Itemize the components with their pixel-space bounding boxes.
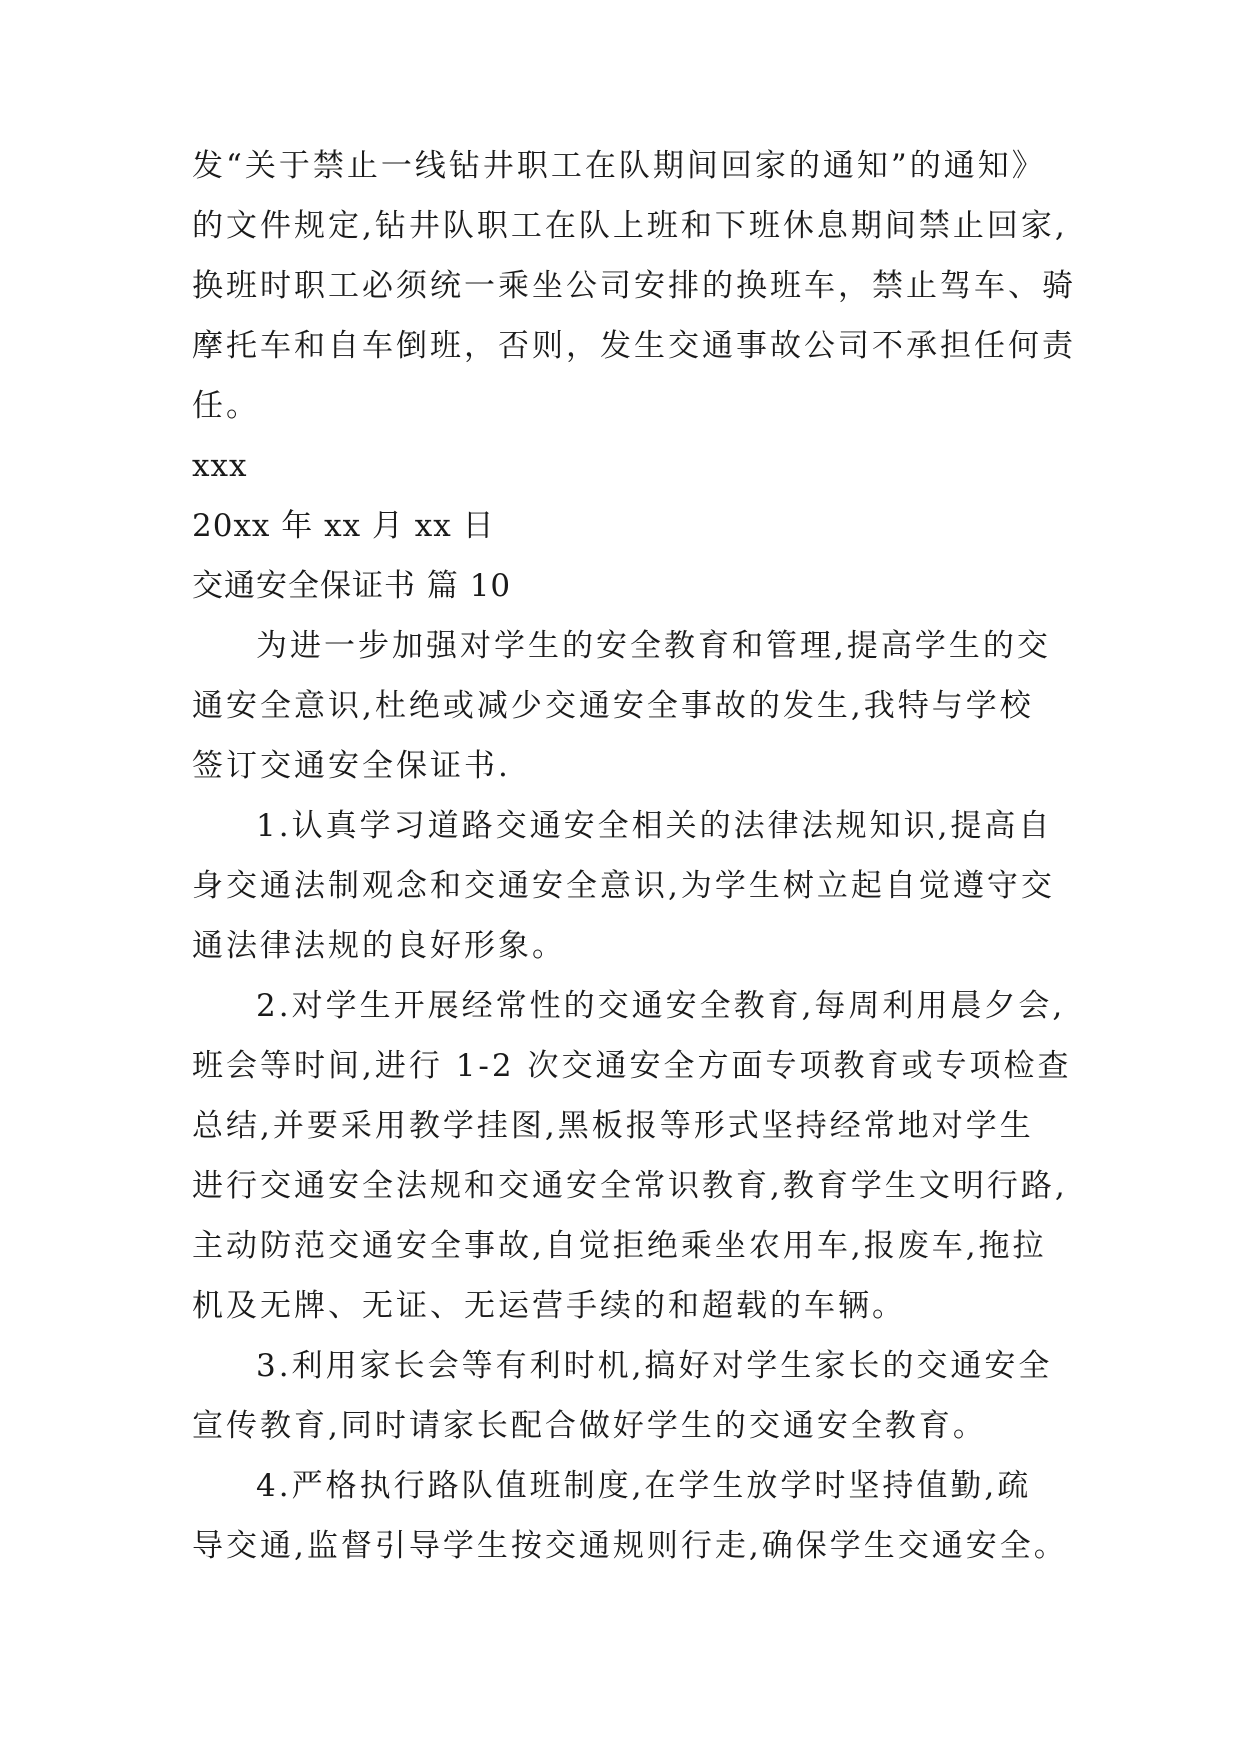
text-line: 发“关于禁止一线钻井职工在队期间回家的通知”的通知》 — [192, 148, 1046, 184]
paragraph-line: 为进一步加强对学生的安全教育和管理,提高学生的交 — [256, 628, 1051, 664]
signature-name: xxx — [192, 448, 248, 484]
text-line: 换班时职工必须统一乘坐公司安排的换班车，禁止驾车、骑 — [192, 268, 1076, 304]
paragraph-line: 进行交通安全法规和交通安全常识教育,教育学生文明行路, — [192, 1168, 1068, 1204]
text-line: 摩托车和自车倒班，否则，发生交通事故公司不承担任何责 — [192, 328, 1076, 364]
paragraph-line: 4.严格执行路队值班制度,在学生放学时坚持值勤,疏 — [256, 1468, 1032, 1504]
paragraph-line: 导交通,监督引导学生按交通规则行走,确保学生交通安全。 — [192, 1528, 1068, 1564]
paragraph-line: 3.利用家长会等有利时机,搞好对学生家长的交通安全 — [256, 1348, 1053, 1384]
paragraph-line: 总结,并要采用教学挂图,黑板报等形式坚持经常地对学生 — [192, 1108, 1034, 1144]
paragraph-line: 1.认真学习道路交通安全相关的法律法规知识,提高自 — [256, 808, 1053, 844]
text-line: 的文件规定,钻井队职工在队上班和下班休息期间禁止回家, — [192, 208, 1068, 244]
section-title: 交通安全保证书 篇 10 — [192, 568, 512, 604]
paragraph-line: 通法律法规的良好形象。 — [192, 928, 566, 964]
paragraph-line: 签订交通安全保证书. — [192, 748, 511, 784]
paragraph-line: 班会等时间,进行 1-2 次交通安全方面专项教育或专项检查 — [192, 1048, 1072, 1084]
paragraph-line: 身交通法制观念和交通安全意识,为学生树立起自觉遵守交 — [192, 868, 1055, 904]
signature-date: 20xx 年 xx 月 xx 日 — [192, 508, 495, 544]
paragraph-line: 主动防范交通安全事故,自觉拒绝乘坐农用车,报废车,拖拉 — [192, 1228, 1047, 1264]
paragraph-line: 通安全意识,杜绝或减少交通安全事故的发生,我特与学校 — [192, 688, 1034, 724]
paragraph-line: 宣传教育,同时请家长配合做好学生的交通安全教育。 — [192, 1408, 987, 1444]
paragraph-line: 2.对学生开展经常性的交通安全教育,每周利用晨夕会, — [256, 988, 1066, 1024]
paragraph-line: 机及无牌、无证、无运营手续的和超载的车辆。 — [192, 1288, 906, 1324]
text-line: 任。 — [192, 388, 260, 424]
